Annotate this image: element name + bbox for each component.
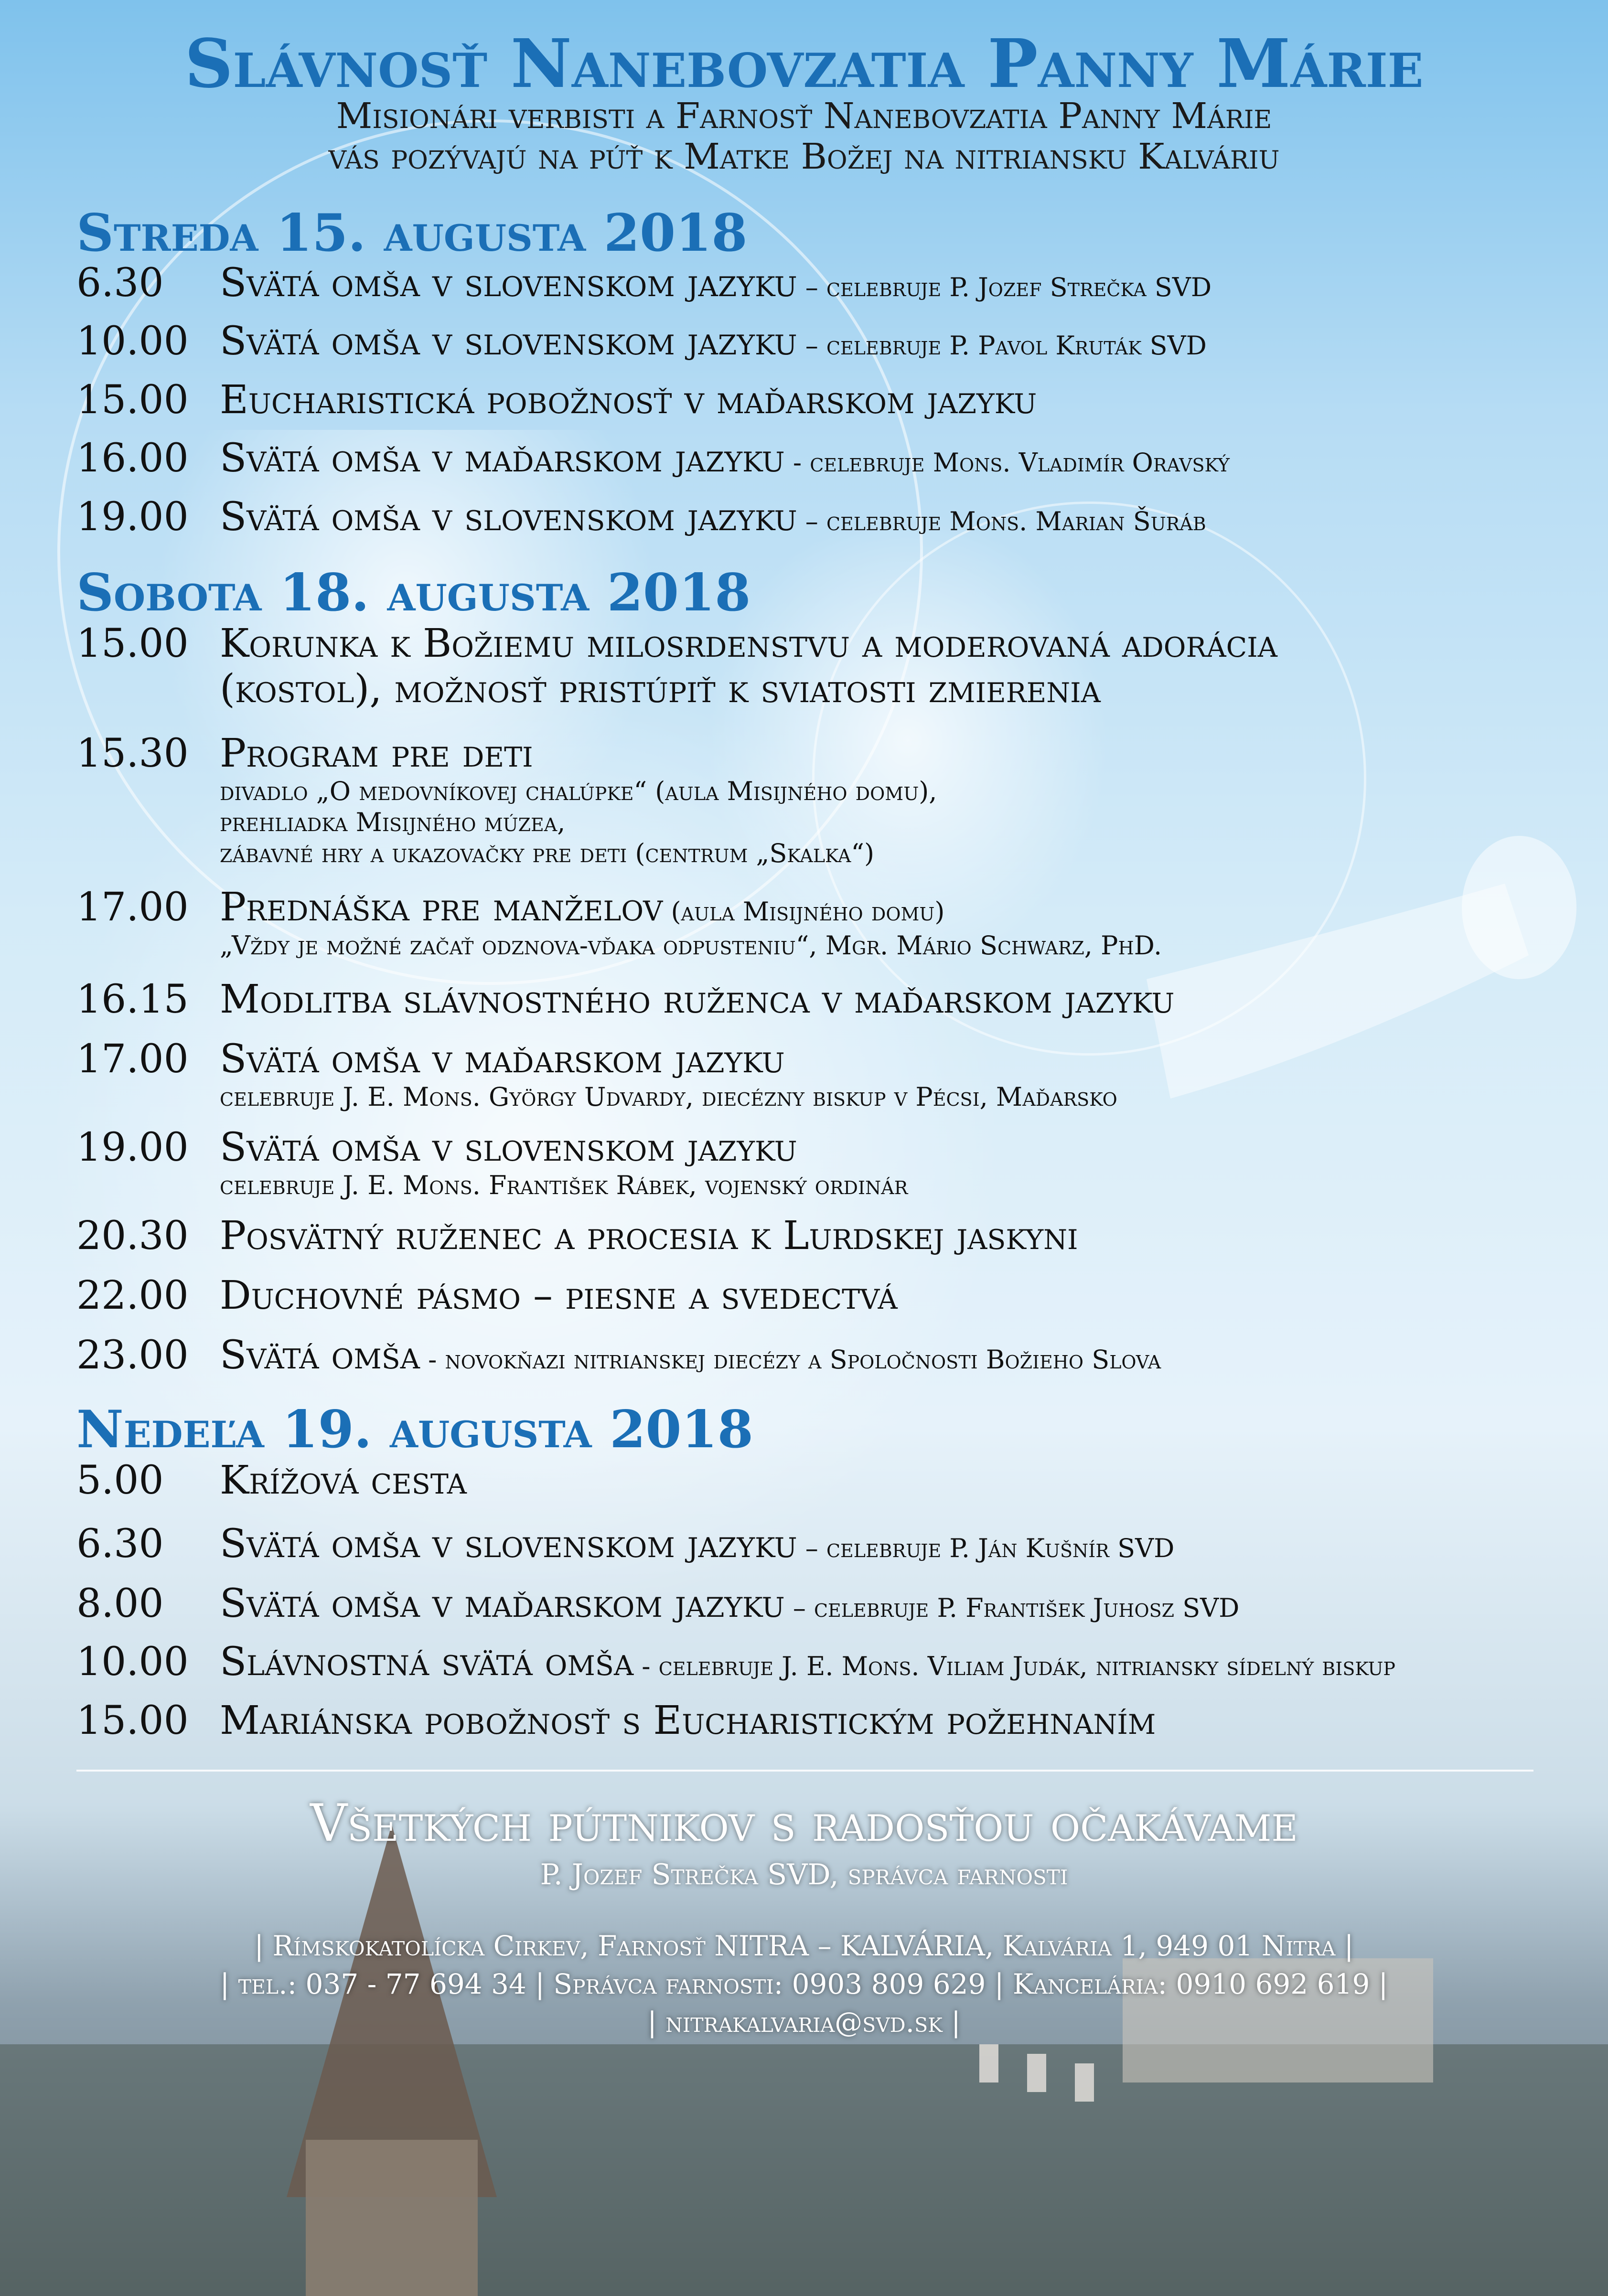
event-title: Modlitba slávnostného ruženca v maďarskom jazyku — [220, 977, 1175, 1022]
day-heading-sunday: Nedeľa 19. augusta 2018 — [76, 1399, 753, 1460]
event-title: Korunka k Božiemu milosrdenstvu a moderovaná adorácia — [220, 621, 1277, 666]
event-title-line-2: (kostol), možnosť pristúpiť k sviatosti zmierenia — [220, 666, 1101, 712]
event-time: 15.00 — [76, 1698, 189, 1743]
event-title — [220, 260, 1211, 306]
event-subline: celebruje J. E. Mons. György Udvardy, diecézny biskup v Pécsi, Maďarsko — [220, 1082, 1117, 1112]
event-subline: „Vždy je možné začať odznova-vďaka odpusteniu“, Mgr. Mário Schwarz, PhD. — [220, 930, 1162, 961]
event-title — [220, 885, 945, 930]
event-detail: - celebruje J. E. Mons. Viliam Judák, nitriansky sídelný biskup — [633, 1651, 1395, 1681]
footer-slogan: Všetkých pútnikov s radosťou očakávame — [310, 1794, 1298, 1853]
event-subline: divadlo „O medovníkovej chalúpke“ (aula Misijného domu), — [220, 776, 937, 806]
event-title — [220, 1521, 1174, 1567]
event-title-text: Eucharistická pobožnosť v maďarskom jazyku — [220, 377, 1037, 423]
event-detail: (aula Misijného domu) — [663, 897, 945, 927]
footer-divider — [76, 1770, 1533, 1772]
subtitle-line-2: vás pozývajú na púť k Matke Božej na nitriansku Kalváriu — [328, 136, 1280, 177]
event-title — [220, 436, 1230, 481]
event-title — [220, 1333, 1161, 1378]
event-title: Svätá omša v maďarskom jazyku — [220, 1036, 785, 1082]
event-title — [220, 494, 1206, 540]
event-title-text: Svätá omša v maďarskom jazyku — [220, 436, 785, 481]
event-title — [220, 319, 1207, 364]
event-detail: – celebruje Mons. Marian Šuráb — [797, 506, 1206, 536]
event-subline: zábavné hry a ukazovačky pre deti (centrum „Skalka“) — [220, 838, 875, 868]
contact-email[interactable]: | nitrakalvaria@svd.sk | — [647, 2006, 961, 2039]
subtitle-line-1: Misionári verbisti a Farnosť Nanebovzatia Panny Márie — [336, 96, 1272, 137]
page-title: Slávnosť Nanebovzatia Panny Márie — [184, 25, 1424, 103]
event-title — [220, 377, 1037, 423]
event-title-text: Svätá omša — [220, 1333, 420, 1378]
event-time: 20.30 — [76, 1213, 189, 1259]
event-time: 6.30 — [76, 1521, 164, 1567]
event-detail: – celebruje P. Pavol Kruták SVD — [797, 331, 1207, 361]
event-title-text: Svätá omša v slovenskom jazyku — [220, 494, 797, 540]
event-time: 17.00 — [76, 1036, 189, 1082]
event-title: Svätá omša v slovenskom jazyku — [220, 1125, 797, 1170]
day-heading-saturday: Sobota 18. augusta 2018 — [76, 563, 751, 623]
event-time: 8.00 — [76, 1581, 164, 1626]
event-time: 6.30 — [76, 260, 164, 306]
event-subline: prehliadka Misijného múzea, — [220, 807, 566, 837]
event-time: 10.00 — [76, 1639, 189, 1685]
event-time: 22.00 — [76, 1273, 189, 1318]
event-time: 19.00 — [76, 494, 189, 540]
event-title — [220, 1639, 1395, 1685]
event-title: Posvätný ruženec a procesia k Lurdskej jaskyni — [220, 1213, 1078, 1259]
event-time: 15.00 — [76, 621, 189, 666]
event-title-text: Svätá omša v slovenskom jazyku — [220, 319, 797, 364]
event-title: Duchovné pásmo – piesne a svedectvá — [220, 1273, 898, 1318]
event-title-text: Slávnostná svätá omša — [220, 1639, 634, 1685]
event-detail: - celebruje Mons. Vladimír Oravský — [784, 448, 1230, 478]
event-detail: – celebruje P. František Juhosz SVD — [784, 1593, 1240, 1623]
event-time: 15.00 — [76, 377, 189, 423]
event-time: 16.00 — [76, 436, 189, 481]
event-time: 10.00 — [76, 319, 189, 364]
event-title-text: Svätá omša v slovenskom jazyku — [220, 260, 797, 306]
event-title-text: Svätá omša v maďarskom jazyku — [220, 1581, 785, 1626]
event-subline: celebruje J. E. Mons. František Rábek, vojenský ordinár — [220, 1170, 908, 1200]
event-title-text: Svätá omša v slovenskom jazyku — [220, 1521, 797, 1567]
event-time: 19.00 — [76, 1125, 189, 1170]
event-detail: – celebruje P. Ján Kušnír SVD — [797, 1533, 1175, 1563]
event-detail: - novokňazi nitrianskej diecézy a Spoločnosti Božieho Slova — [419, 1345, 1161, 1375]
event-title-text: Prednáška pre manželov — [220, 885, 663, 930]
event-time: 5.00 — [76, 1458, 164, 1503]
event-detail: – celebruje P. Jozef Strečka SVD — [797, 272, 1212, 302]
event-title: Program pre deti — [220, 731, 533, 776]
event-time: 16.15 — [76, 977, 189, 1022]
contact-address: | Rímskokatolícka Cirkev, Farnosť NITRA – KALVÁRIA, Kalvária 1, 949 01 Nitra | — [254, 1930, 1354, 1962]
contact-phones: | tel.: 037 - 77 694 34 | Správca farnosti: 0903 809 629 | Kancelária: 0910 692 619 | — [220, 1968, 1388, 2000]
event-title: Mariánska pobožnosť s Eucharistickým požehnaním — [220, 1698, 1156, 1743]
event-title — [220, 1581, 1239, 1626]
event-time: 23.00 — [76, 1333, 189, 1378]
event-time: 17.00 — [76, 885, 189, 930]
footer-signature: P. Jozef Strečka SVD, správca farnosti — [540, 1858, 1068, 1891]
event-title: Krížová cesta — [220, 1458, 467, 1503]
day-heading-wednesday: Streda 15. augusta 2018 — [76, 203, 748, 263]
event-time: 15.30 — [76, 731, 189, 776]
